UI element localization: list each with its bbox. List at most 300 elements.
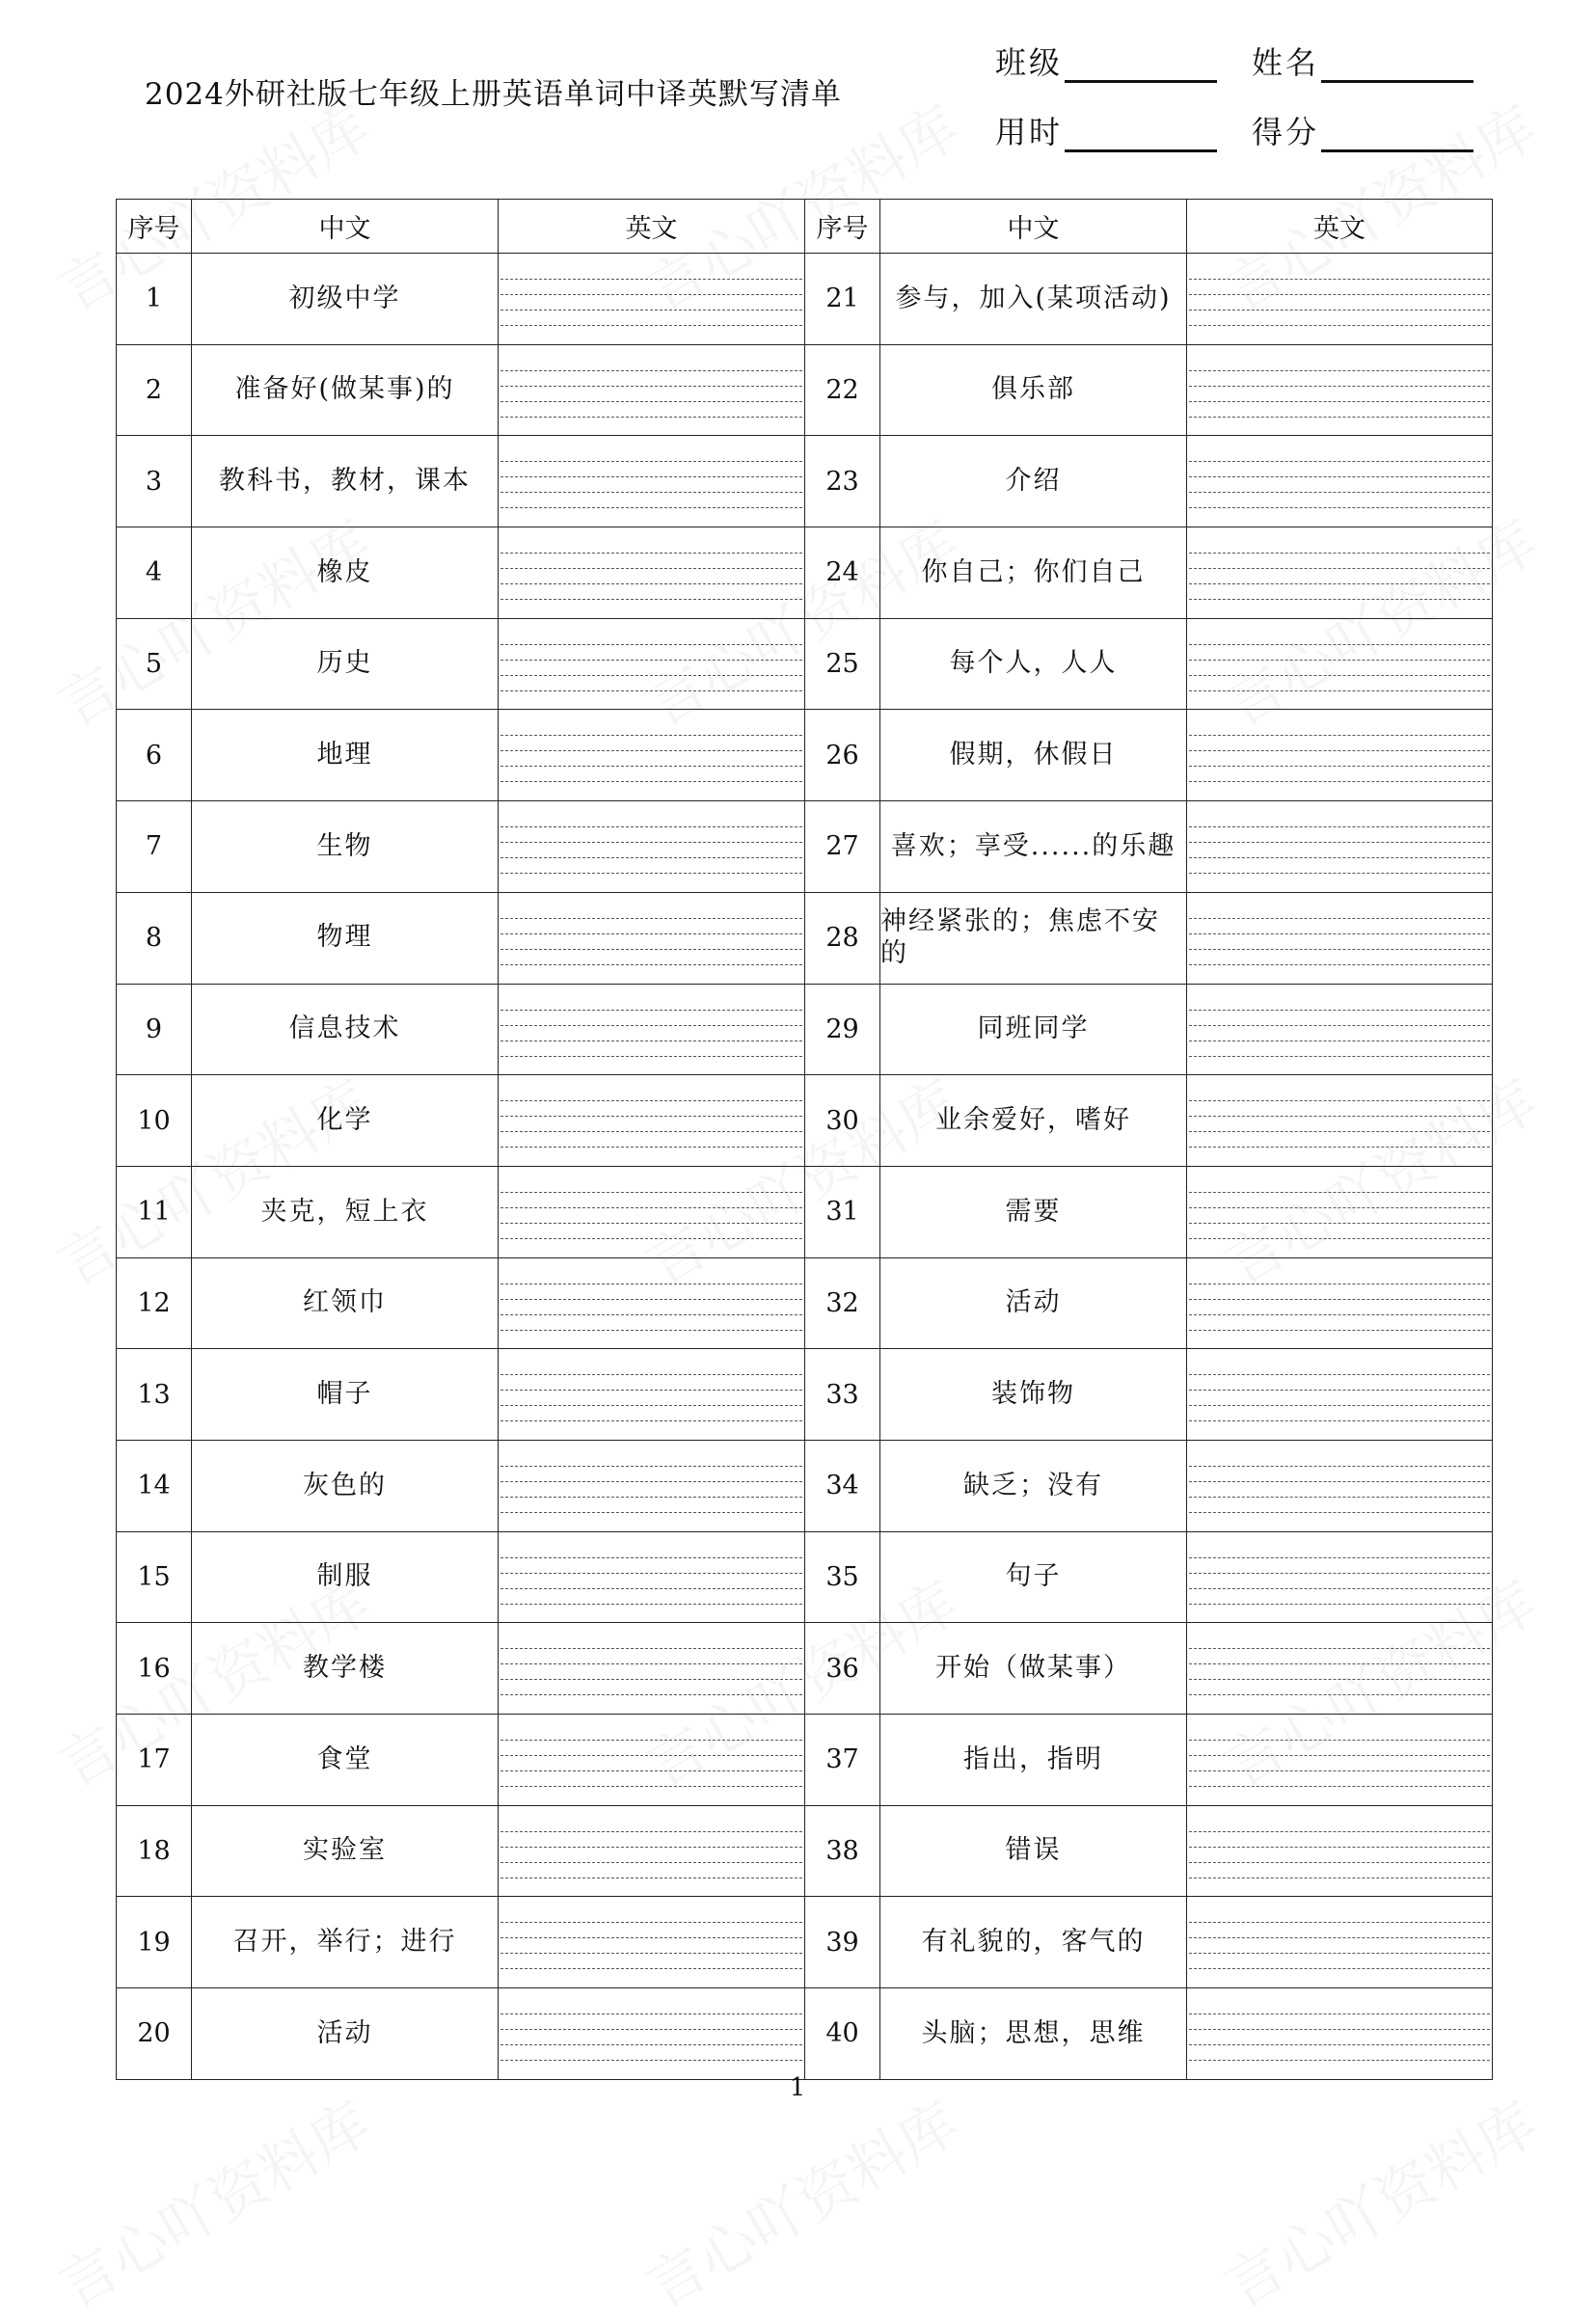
watermark-text — [41, 2079, 384, 2324]
writing-guide-line — [1189, 1481, 1490, 1482]
row-number: 31 — [805, 1166, 880, 1257]
writing-guide-line — [1189, 1207, 1490, 1208]
chinese-term: 神经紧张的；焦虑不安的 — [880, 892, 1187, 984]
english-answer-blank[interactable] — [499, 1440, 805, 1531]
writing-guide-line — [1189, 1374, 1490, 1375]
english-answer-blank[interactable] — [499, 618, 805, 710]
writing-guide-line — [500, 842, 802, 843]
chinese-term: 红领巾 — [192, 1257, 499, 1349]
writing-guide-line — [500, 750, 802, 751]
writing-guide-line — [500, 1588, 802, 1589]
english-answer-blank[interactable] — [499, 984, 805, 1075]
english-answer-blank[interactable] — [1187, 801, 1493, 893]
writing-guide-line — [1189, 1497, 1490, 1498]
writing-guide-line — [1189, 417, 1490, 418]
table-row — [117, 344, 1493, 436]
english-answer-blank[interactable] — [1187, 892, 1493, 984]
writing-guide-line — [1189, 1831, 1490, 1832]
writing-guide-line — [1189, 461, 1490, 462]
writing-guide-line — [500, 1025, 802, 1026]
chinese-term: 指出，指明 — [880, 1715, 1187, 1806]
writing-guide-line — [1189, 1968, 1490, 1969]
table-row — [117, 1349, 1493, 1441]
writing-guide-line — [1189, 370, 1490, 371]
writing-guide-line — [1189, 1953, 1490, 1954]
writing-guide-line — [1189, 2060, 1490, 2061]
writing-guide-line — [1189, 1299, 1490, 1300]
english-answer-blank[interactable] — [1187, 344, 1493, 436]
row-number: 9 — [117, 984, 192, 1075]
writing-guide-line — [1189, 918, 1490, 919]
english-answer-blank[interactable] — [499, 1897, 805, 1988]
chinese-term: 实验室 — [192, 1805, 499, 1897]
row-number: 22 — [805, 344, 880, 436]
english-answer-blank[interactable] — [499, 436, 805, 527]
writing-guide-line — [1189, 1116, 1490, 1117]
writing-guide-line — [1189, 1131, 1490, 1132]
score-blank-line[interactable] — [1321, 121, 1473, 152]
table-row — [117, 1075, 1493, 1167]
writing-guide-line — [500, 1557, 802, 1558]
name-blank-line[interactable] — [1321, 51, 1473, 83]
english-answer-blank[interactable] — [499, 892, 805, 984]
row-number: 2 — [117, 344, 192, 436]
writing-guide-line — [1189, 766, 1490, 767]
row-number: 3 — [117, 436, 192, 527]
time-label: 用时 — [995, 114, 1064, 150]
chinese-term: 句子 — [880, 1531, 1187, 1623]
chinese-term: 地理 — [192, 710, 499, 801]
writing-guide-line — [500, 1420, 802, 1421]
row-number: 7 — [117, 801, 192, 893]
writing-guide-line — [1189, 1922, 1490, 1923]
writing-guide-line — [500, 1481, 802, 1482]
row-number: 25 — [805, 618, 880, 710]
header-cn-right: 中文 — [880, 200, 1187, 254]
writing-guide-line — [500, 1831, 802, 1832]
row-number: 14 — [117, 1440, 192, 1531]
writing-guide-line — [500, 1192, 802, 1193]
chinese-term: 需要 — [880, 1166, 1187, 1257]
writing-guide-line — [1189, 1040, 1490, 1041]
writing-guide-line — [1189, 1937, 1490, 1938]
chinese-term: 错误 — [880, 1805, 1187, 1897]
writing-guide-line — [1189, 1770, 1490, 1771]
row-number: 4 — [117, 527, 192, 619]
chinese-term: 装饰物 — [880, 1349, 1187, 1441]
writing-guide-line — [500, 964, 802, 965]
chinese-term: 活动 — [880, 1257, 1187, 1349]
row-number: 10 — [117, 1075, 192, 1167]
writing-guide-line — [500, 1314, 802, 1315]
class-blank-line[interactable] — [1065, 51, 1217, 83]
writing-guide-line — [500, 949, 802, 950]
row-number: 30 — [805, 1075, 880, 1167]
writing-guide-line — [500, 1573, 802, 1574]
writing-guide-line — [500, 1604, 802, 1605]
table-row — [117, 618, 1493, 710]
writing-guide-line — [500, 1466, 802, 1467]
chinese-term: 缺乏；没有 — [880, 1440, 1187, 1531]
english-answer-blank[interactable] — [499, 1166, 805, 1257]
writing-guide-line — [500, 461, 802, 462]
row-number: 13 — [117, 1349, 192, 1441]
writing-guide-line — [1189, 1056, 1490, 1057]
writing-guide-line — [1189, 964, 1490, 965]
header-en-right: 英文 — [1187, 200, 1493, 254]
row-number: 19 — [117, 1897, 192, 1988]
writing-guide-line — [1189, 660, 1490, 661]
writing-guide-line — [1189, 1405, 1490, 1406]
chinese-term: 你自己；你们自己 — [880, 527, 1187, 619]
table-row — [117, 1805, 1493, 1897]
writing-guide-line — [1189, 1223, 1490, 1224]
name-field[interactable] — [1252, 39, 1473, 83]
english-answer-blank[interactable] — [499, 801, 805, 893]
row-number: 8 — [117, 892, 192, 984]
writing-guide-line — [500, 325, 802, 326]
header-num-left: 序号 — [117, 200, 192, 254]
writing-guide-line — [1189, 842, 1490, 843]
header-en-left: 英文 — [499, 200, 805, 254]
row-number: 1 — [117, 254, 192, 345]
english-answer-blank[interactable] — [1187, 710, 1493, 801]
writing-guide-line — [1189, 294, 1490, 295]
writing-guide-line — [1189, 2029, 1490, 2030]
writing-guide-line — [1189, 857, 1490, 858]
writing-guide-line — [500, 386, 802, 387]
english-answer-blank[interactable] — [1187, 1988, 1493, 2080]
english-answer-blank[interactable] — [499, 1075, 805, 1167]
chinese-term: 物理 — [192, 892, 499, 984]
writing-guide-line — [500, 1937, 802, 1938]
writing-guide-line — [500, 766, 802, 767]
english-answer-blank[interactable] — [499, 344, 805, 436]
english-answer-blank[interactable] — [499, 710, 805, 801]
chinese-term: 头脑；思想，思维 — [880, 1988, 1187, 2080]
header-num-right: 序号 — [805, 200, 880, 254]
row-number: 29 — [805, 984, 880, 1075]
chinese-term: 喜欢；享受......的乐趣 — [880, 801, 1187, 893]
row-number: 15 — [117, 1531, 192, 1623]
chinese-term: 教学楼 — [192, 1623, 499, 1715]
writing-guide-line — [500, 1786, 802, 1787]
english-answer-blank[interactable] — [1187, 1623, 1493, 1715]
class-field[interactable] — [995, 39, 1217, 83]
writing-guide-line — [500, 735, 802, 736]
table-row — [117, 436, 1493, 527]
row-number: 16 — [117, 1623, 192, 1715]
chinese-term: 化学 — [192, 1075, 499, 1167]
english-answer-blank[interactable] — [1187, 527, 1493, 619]
writing-guide-line — [500, 599, 802, 600]
writing-guide-line — [1189, 1679, 1490, 1680]
writing-guide-line — [500, 1223, 802, 1224]
row-number: 24 — [805, 527, 880, 619]
chinese-term: 参与，加入(某项活动) — [880, 254, 1187, 345]
writing-guide-line — [1189, 949, 1490, 950]
writing-guide-line — [1189, 2013, 1490, 2014]
english-answer-blank[interactable] — [499, 1715, 805, 1806]
writing-guide-line — [500, 933, 802, 934]
table-row — [117, 1257, 1493, 1349]
writing-guide-line — [500, 492, 802, 493]
writing-guide-line — [1189, 933, 1490, 934]
writing-guide-line — [1189, 310, 1490, 311]
english-answer-blank[interactable] — [499, 1349, 805, 1441]
writing-guide-line — [1189, 826, 1490, 827]
row-number: 37 — [805, 1715, 880, 1806]
row-number: 26 — [805, 710, 880, 801]
score-label: 得分 — [1252, 114, 1320, 150]
writing-guide-line — [500, 294, 802, 295]
writing-guide-line — [500, 1648, 802, 1649]
writing-guide-line — [500, 1147, 802, 1148]
writing-guide-line — [1189, 492, 1490, 493]
english-answer-blank[interactable] — [499, 1988, 805, 2080]
writing-guide-line — [500, 1663, 802, 1664]
writing-guide-line — [1189, 1847, 1490, 1848]
writing-guide-line — [1189, 1588, 1490, 1589]
writing-guide-line — [500, 1131, 802, 1132]
writing-guide-line — [1189, 1238, 1490, 1239]
watermark-text — [1208, 2079, 1551, 2324]
page-number: 1 — [789, 2073, 806, 2102]
table-row — [117, 254, 1493, 345]
row-number: 12 — [117, 1257, 192, 1349]
time-blank-line[interactable] — [1065, 121, 1217, 152]
row-number: 5 — [117, 618, 192, 710]
row-number: 39 — [805, 1897, 880, 1988]
writing-guide-line — [500, 1679, 802, 1680]
table-row — [117, 1531, 1493, 1623]
english-answer-blank[interactable] — [1187, 618, 1493, 710]
english-answer-blank[interactable] — [1187, 984, 1493, 1075]
writing-guide-line — [500, 279, 802, 280]
page-title: 2024外研社版七年级上册英语单词中译英默写清单 — [145, 77, 842, 112]
chinese-term: 准备好(做某事)的 — [192, 344, 499, 436]
chinese-term: 帽子 — [192, 1349, 499, 1441]
writing-guide-line — [1189, 325, 1490, 326]
writing-guide-line — [500, 660, 802, 661]
row-number: 23 — [805, 436, 880, 527]
english-answer-blank[interactable] — [1187, 1075, 1493, 1167]
table-header-row — [117, 200, 1493, 254]
row-number: 35 — [805, 1531, 880, 1623]
writing-guide-line — [500, 1512, 802, 1513]
row-number: 33 — [805, 1349, 880, 1441]
writing-guide-line — [1189, 1466, 1490, 1467]
chinese-term: 俱乐部 — [880, 344, 1187, 436]
writing-guide-line — [1189, 1573, 1490, 1574]
writing-guide-line — [500, 826, 802, 827]
english-answer-blank[interactable] — [1187, 1715, 1493, 1806]
row-number: 40 — [805, 1988, 880, 2080]
table-row — [117, 710, 1493, 801]
writing-guide-line — [500, 568, 802, 569]
writing-guide-line — [500, 1862, 802, 1863]
chinese-term: 夹克，短上衣 — [192, 1166, 499, 1257]
table-row — [117, 1988, 1493, 2080]
writing-guide-line — [1189, 2044, 1490, 2045]
writing-guide-line — [1189, 476, 1490, 477]
time-field[interactable] — [995, 108, 1217, 152]
chinese-term: 假期，休假日 — [880, 710, 1187, 801]
watermark-text — [630, 2079, 972, 2324]
writing-guide-line — [1189, 386, 1490, 387]
english-answer-blank[interactable] — [499, 1531, 805, 1623]
writing-guide-line — [500, 1116, 802, 1117]
writing-guide-line — [1189, 873, 1490, 874]
row-number: 28 — [805, 892, 880, 984]
vocabulary-table — [116, 199, 1493, 2080]
row-number: 36 — [805, 1623, 880, 1715]
writing-guide-line — [1189, 401, 1490, 402]
writing-guide-line — [1189, 1025, 1490, 1026]
header-cn-left: 中文 — [192, 200, 499, 254]
writing-guide-line — [1189, 507, 1490, 508]
writing-guide-line — [1189, 279, 1490, 280]
english-answer-blank[interactable] — [1187, 1166, 1493, 1257]
table-row — [117, 1897, 1493, 1988]
writing-guide-line — [1189, 599, 1490, 600]
chinese-term: 教科书，教材，课本 — [192, 436, 499, 527]
writing-guide-line — [1189, 1786, 1490, 1787]
writing-guide-line — [1189, 690, 1490, 691]
writing-guide-line — [1189, 735, 1490, 736]
writing-guide-line — [1189, 1390, 1490, 1391]
writing-guide-line — [1189, 1330, 1490, 1331]
chinese-term: 介绍 — [880, 436, 1187, 527]
writing-guide-line — [500, 1330, 802, 1331]
english-answer-blank[interactable] — [499, 254, 805, 345]
writing-guide-line — [1189, 1663, 1490, 1664]
chinese-term: 制服 — [192, 1531, 499, 1623]
writing-guide-line — [500, 2029, 802, 2030]
writing-guide-line — [1189, 750, 1490, 751]
english-answer-blank[interactable] — [499, 1257, 805, 1349]
writing-guide-line — [1189, 1648, 1490, 1649]
writing-guide-line — [500, 1755, 802, 1756]
chinese-term: 历史 — [192, 618, 499, 710]
writing-guide-line — [500, 476, 802, 477]
writing-guide-line — [500, 781, 802, 782]
row-number: 11 — [117, 1166, 192, 1257]
writing-guide-line — [500, 1100, 802, 1101]
writing-guide-line — [1189, 1420, 1490, 1421]
writing-guide-line — [500, 873, 802, 874]
writing-guide-line — [500, 401, 802, 402]
table-row — [117, 1715, 1493, 1806]
row-number: 21 — [805, 254, 880, 345]
chinese-term: 橡皮 — [192, 527, 499, 619]
row-number: 32 — [805, 1257, 880, 1349]
chinese-term: 活动 — [192, 1988, 499, 2080]
table-row — [117, 1440, 1493, 1531]
writing-guide-line — [500, 1405, 802, 1406]
writing-guide-line — [500, 1390, 802, 1391]
writing-guide-line — [500, 1299, 802, 1300]
writing-guide-line — [500, 1770, 802, 1771]
english-answer-blank[interactable] — [1187, 1440, 1493, 1531]
table-row — [117, 892, 1493, 984]
writing-guide-line — [1189, 1010, 1490, 1011]
writing-guide-line — [500, 675, 802, 676]
writing-guide-line — [1189, 1557, 1490, 1558]
chinese-term: 食堂 — [192, 1715, 499, 1806]
english-answer-blank[interactable] — [1187, 1531, 1493, 1623]
class-label: 班级 — [995, 44, 1064, 81]
table-row — [117, 527, 1493, 619]
score-field[interactable] — [1252, 108, 1473, 152]
english-answer-blank[interactable] — [499, 1805, 805, 1897]
english-answer-blank[interactable] — [499, 527, 805, 619]
writing-guide-line — [1189, 553, 1490, 554]
row-number: 17 — [117, 1715, 192, 1806]
chinese-term: 灰色的 — [192, 1440, 499, 1531]
writing-guide-line — [1189, 1604, 1490, 1605]
english-answer-blank[interactable] — [499, 1623, 805, 1715]
writing-guide-line — [500, 2044, 802, 2045]
writing-guide-line — [1189, 1862, 1490, 1863]
writing-guide-line — [500, 1847, 802, 1848]
chinese-term: 有礼貌的，客气的 — [880, 1897, 1187, 1988]
writing-guide-line — [500, 1953, 802, 1954]
chinese-term: 信息技术 — [192, 984, 499, 1075]
writing-guide-line — [1189, 1740, 1490, 1741]
writing-guide-line — [500, 2013, 802, 2014]
writing-guide-line — [500, 310, 802, 311]
writing-guide-line — [1189, 1147, 1490, 1148]
writing-guide-line — [500, 583, 802, 584]
writing-guide-line — [500, 1497, 802, 1498]
chinese-term: 生物 — [192, 801, 499, 893]
chinese-term: 初级中学 — [192, 254, 499, 345]
writing-guide-line — [500, 644, 802, 645]
writing-guide-line — [500, 918, 802, 919]
table-row — [117, 801, 1493, 893]
writing-guide-line — [500, 690, 802, 691]
row-number: 34 — [805, 1440, 880, 1531]
writing-guide-line — [1189, 1512, 1490, 1513]
writing-guide-line — [500, 507, 802, 508]
writing-guide-line — [500, 370, 802, 371]
writing-guide-line — [1189, 644, 1490, 645]
writing-guide-line — [500, 1694, 802, 1695]
writing-guide-line — [1189, 1314, 1490, 1315]
english-answer-blank[interactable] — [1187, 1257, 1493, 1349]
row-number: 27 — [805, 801, 880, 893]
english-answer-blank[interactable] — [1187, 1805, 1493, 1897]
english-answer-blank[interactable] — [1187, 436, 1493, 527]
row-number: 6 — [117, 710, 192, 801]
chinese-term: 每个人，人人 — [880, 618, 1187, 710]
writing-guide-line — [500, 1374, 802, 1375]
english-answer-blank[interactable] — [1187, 254, 1493, 345]
row-number: 18 — [117, 1805, 192, 1897]
chinese-term: 开始（做某事） — [880, 1623, 1187, 1715]
writing-guide-line — [500, 857, 802, 858]
chinese-term: 召开，举行；进行 — [192, 1897, 499, 1988]
english-answer-blank[interactable] — [1187, 1897, 1493, 1988]
writing-guide-line — [500, 417, 802, 418]
row-number: 20 — [117, 1988, 192, 2080]
writing-guide-line — [1189, 781, 1490, 782]
table-row — [117, 1166, 1493, 1257]
chinese-term: 同班同学 — [880, 984, 1187, 1075]
writing-guide-line — [500, 1968, 802, 1969]
english-answer-blank[interactable] — [1187, 1349, 1493, 1441]
